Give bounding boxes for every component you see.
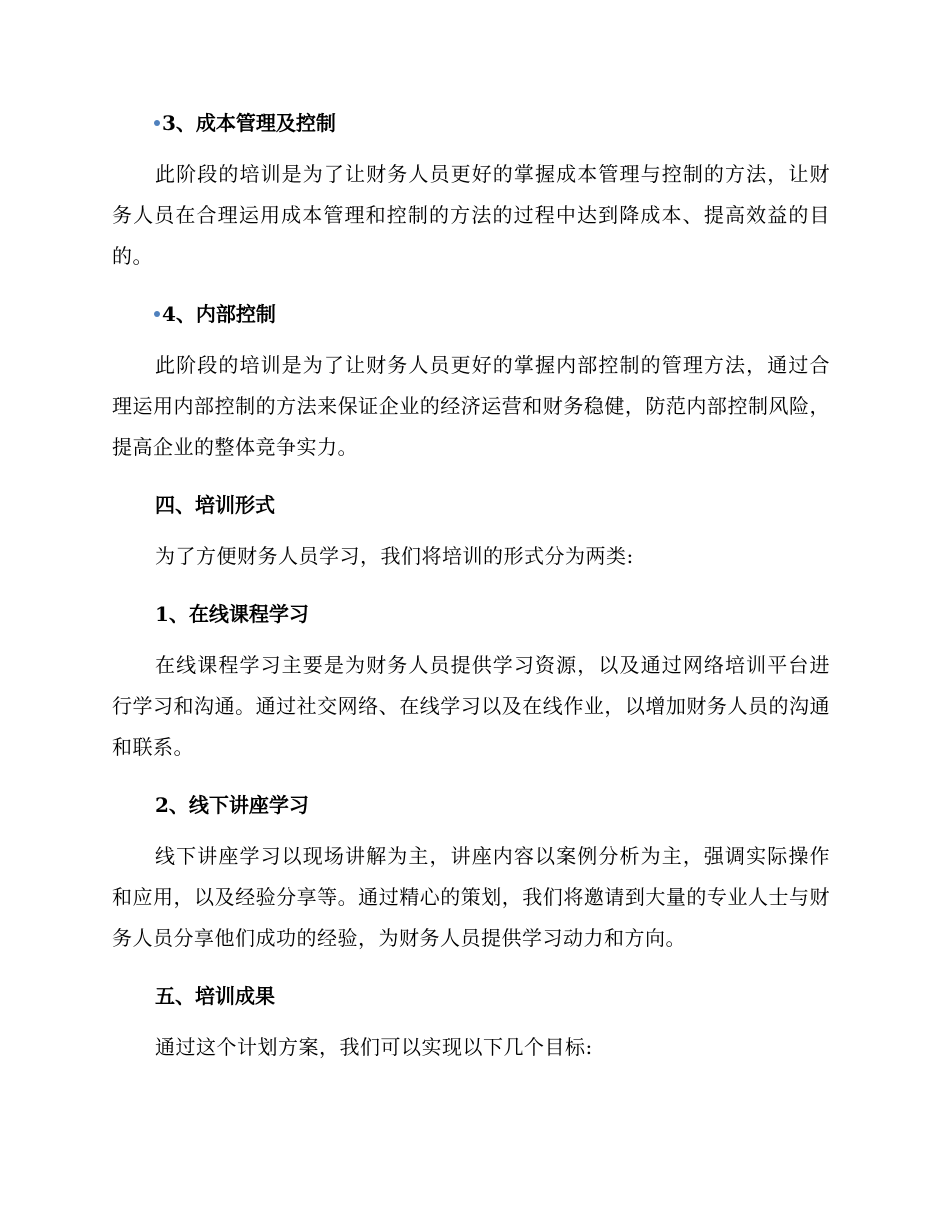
section-heading-cost-control: 3、成本管理及控制 [112,108,830,138]
section-paragraph-cost-control: 此阶段的培训是为了让财务人员更好的掌握成本管理与控制的方法，让财务人员在合理运用成本管理和控制的方法的过程中达到降成本、提高效益的目的。 [112,162,830,268]
section-heading-training-format: 四、培训形式 [155,493,275,517]
bullet-icon [154,311,160,317]
section-paragraph-training-format: 为了方便财务人员学习，我们将培训的形式分为两类: [155,544,634,568]
section-paragraph-offline-lecture: 线下讲座学习以现场讲解为主，讲座内容以案例分析为主，强调实际操作和应用，以及经验分享等。通过精心的策划，我们将邀请到大量的专业人士与财务人员分享他们成功的经验，为财务人员提供学习动力和方向。 [112,844,830,950]
section-heading-offline-lecture: 2、线下讲座学习 [155,793,309,817]
section-heading-training-results: 五、培训成果 [155,984,275,1008]
section-paragraph-training-results: 通过这个计划方案，我们可以实现以下几个目标: [155,1035,593,1059]
document-body [112,108,830,1068]
bullet-icon [154,120,160,126]
section-heading-internal-control: 4、内部控制 [112,299,830,329]
section-heading-online-course: 1、在线课程学习 [155,602,309,626]
section-paragraph-internal-control: 此阶段的培训是为了让财务人员更好的掌握内部控制的管理方法，通过合理运用内部控制的方法来保证企业的经济运营和财务稳健，防范内部控制风险，提高企业的整体竞争实力。 [112,353,830,459]
section-paragraph-online-course: 在线课程学习主要是为财务人员提供学习资源，以及通过网络培训平台进行学习和沟通。通过社交网络、在线学习以及在线作业，以增加财务人员的沟通和联系。 [112,653,830,759]
